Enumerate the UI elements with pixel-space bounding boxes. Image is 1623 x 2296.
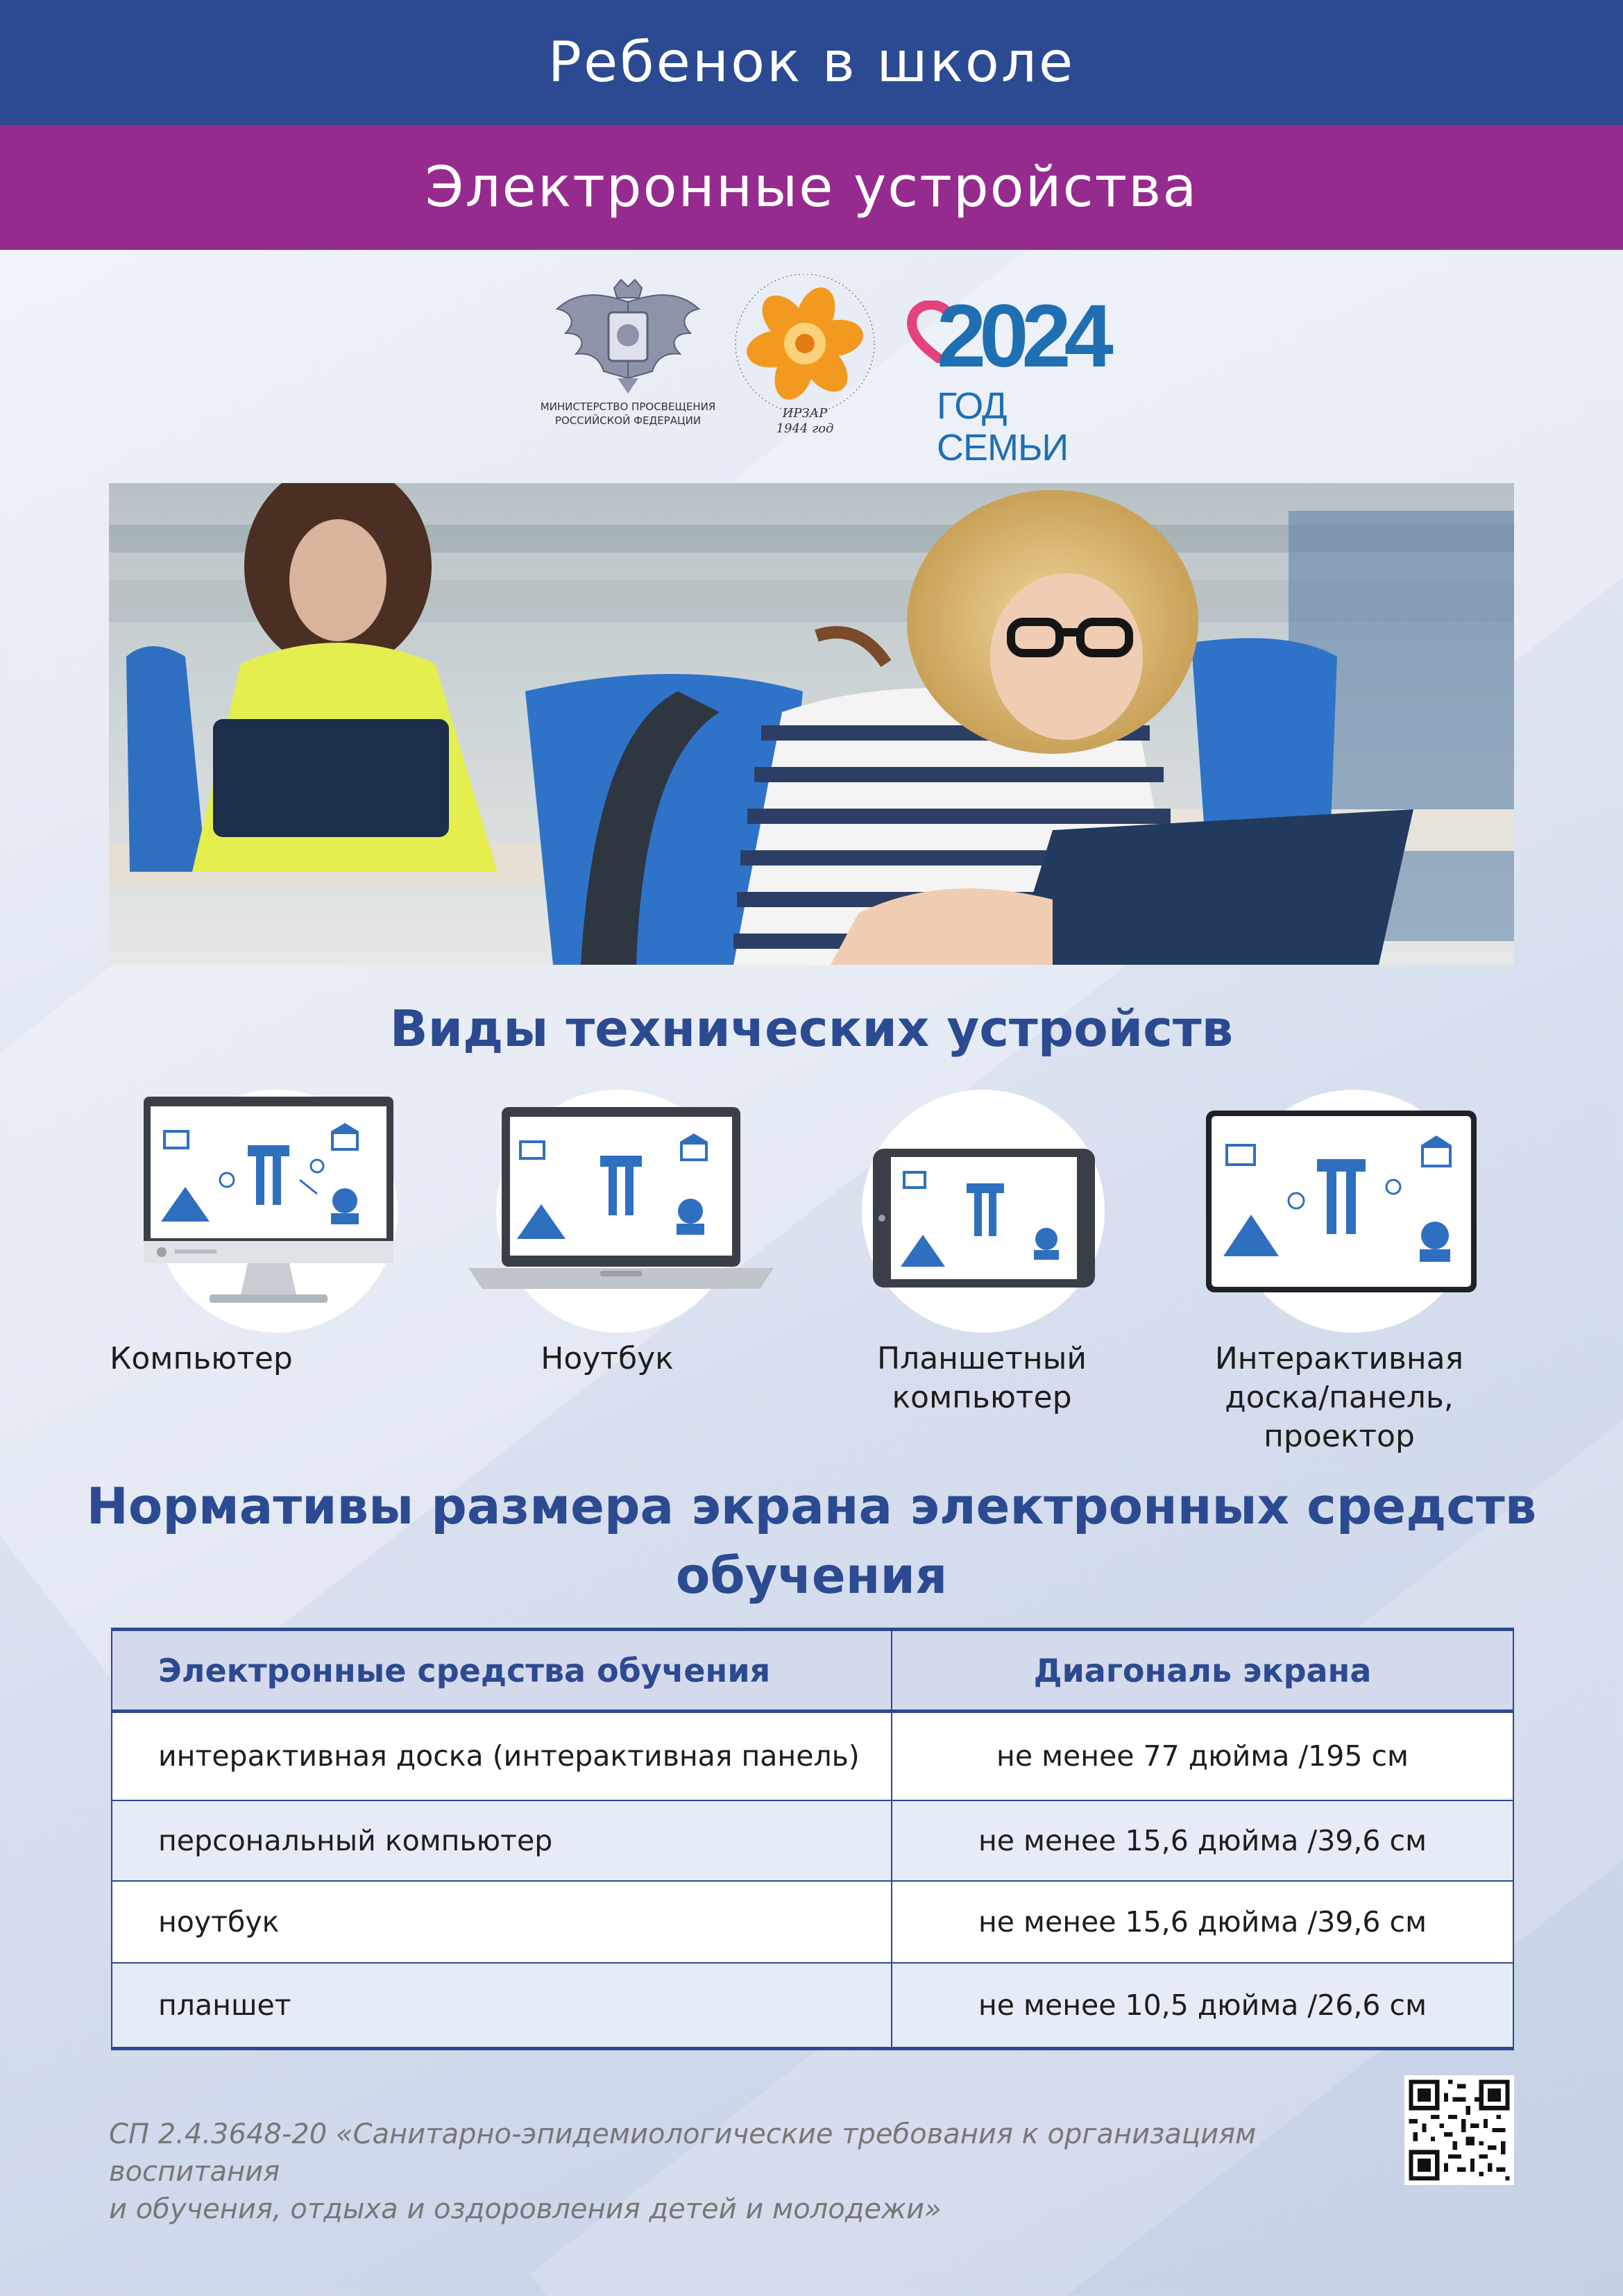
table-cell-diagonal: не менее 15,6 дюйма /39,6 см <box>892 1800 1513 1881</box>
orange-flower-emblem-icon <box>725 274 885 413</box>
irzar-logo <box>725 274 885 441</box>
double-eagle-emblem-icon <box>552 274 704 396</box>
device-item-interactive-board <box>1159 1083 1533 1471</box>
table-cell-device: планшет <box>112 1963 892 2049</box>
poster-subtitle: Электронные устройства <box>0 125 1623 250</box>
screen-size-norms-table <box>111 1628 1514 2050</box>
footnote-line1: СП 2.4.3648-20 «Санитарно-эпидемиологические требования к организациям воспитания <box>109 2118 1257 2188</box>
table-cell-diagonal: не менее 77 дюйма /195 см <box>892 1712 1513 1800</box>
device-types-list <box>0 1083 1623 1471</box>
devices-section-title: Виды технических устройств <box>389 999 1234 1058</box>
table-row <box>112 1881 1513 1963</box>
qr-code[interactable] <box>1404 2075 1514 2185</box>
device-item-tablet <box>791 1083 1166 1471</box>
poster-title: Ребенок в школе <box>0 0 1623 125</box>
qr-code-icon <box>1404 2075 1514 2185</box>
ministry-caption-line2: РОССИЙСКОЙ ФЕДЕРАЦИИ <box>554 414 702 427</box>
tablet-icon <box>873 1149 1095 1288</box>
device-label-interactive-board: Интерактивная доска/панель, проектор <box>1214 1341 1464 1454</box>
table-cell-device: ноутбук <box>112 1881 892 1963</box>
table-row <box>112 1963 1513 2049</box>
norms-section-title <box>0 1471 1623 1610</box>
logos-row <box>0 274 1623 469</box>
classroom-photo <box>109 483 1514 965</box>
year-of-family-logo <box>909 287 1107 469</box>
year-of-family-text: ГОД СЕМЬИ <box>937 385 1069 469</box>
table-cell-device: интерактивная доска (интерактивная панель) <box>112 1712 892 1800</box>
ministry-logo <box>527 274 729 441</box>
table-cell-device: персональный компьютер <box>112 1800 892 1881</box>
irzar-name: ИРЗАР <box>782 406 828 421</box>
computer-monitor-icon <box>144 1097 393 1305</box>
table-header-diagonal: Диагональ экрана <box>892 1630 1513 1712</box>
device-item-computer <box>80 1083 454 1471</box>
table-row <box>112 1712 1513 1800</box>
regulation-footnote <box>109 2116 1358 2228</box>
interactive-board-icon <box>1206 1111 1477 1292</box>
table-header-row <box>112 1630 1513 1712</box>
table-row <box>112 1800 1513 1881</box>
table-cell-diagonal: не менее 15,6 дюйма /39,6 см <box>892 1881 1513 1963</box>
norms-title-line1: Нормативы размера экрана электронных средств <box>86 1477 1537 1535</box>
device-item-laptop <box>420 1083 794 1471</box>
irzar-year: 1944 год <box>776 421 834 436</box>
children-with-devices-illustration <box>109 483 1514 965</box>
laptop-icon <box>468 1107 774 1301</box>
device-label-computer: Компьютер <box>110 1341 293 1376</box>
device-label-tablet: Планшетный компьютер <box>876 1341 1087 1415</box>
year-number: 2024 <box>937 287 1107 386</box>
footnote-line2: и обучения, отдыха и оздоровления детей и молодежи» <box>109 2193 942 2225</box>
table-cell-diagonal: не менее 10,5 дюйма /26,6 см <box>892 1963 1513 2049</box>
device-label-laptop: Ноутбук <box>541 1341 674 1376</box>
ministry-caption-line1: МИНИСТЕРСТВО ПРОСВЕЩЕНИЯ <box>540 400 716 413</box>
norms-title-line2: обучения <box>675 1546 948 1605</box>
table-header-devices: Электронные средства обучения <box>112 1630 892 1712</box>
